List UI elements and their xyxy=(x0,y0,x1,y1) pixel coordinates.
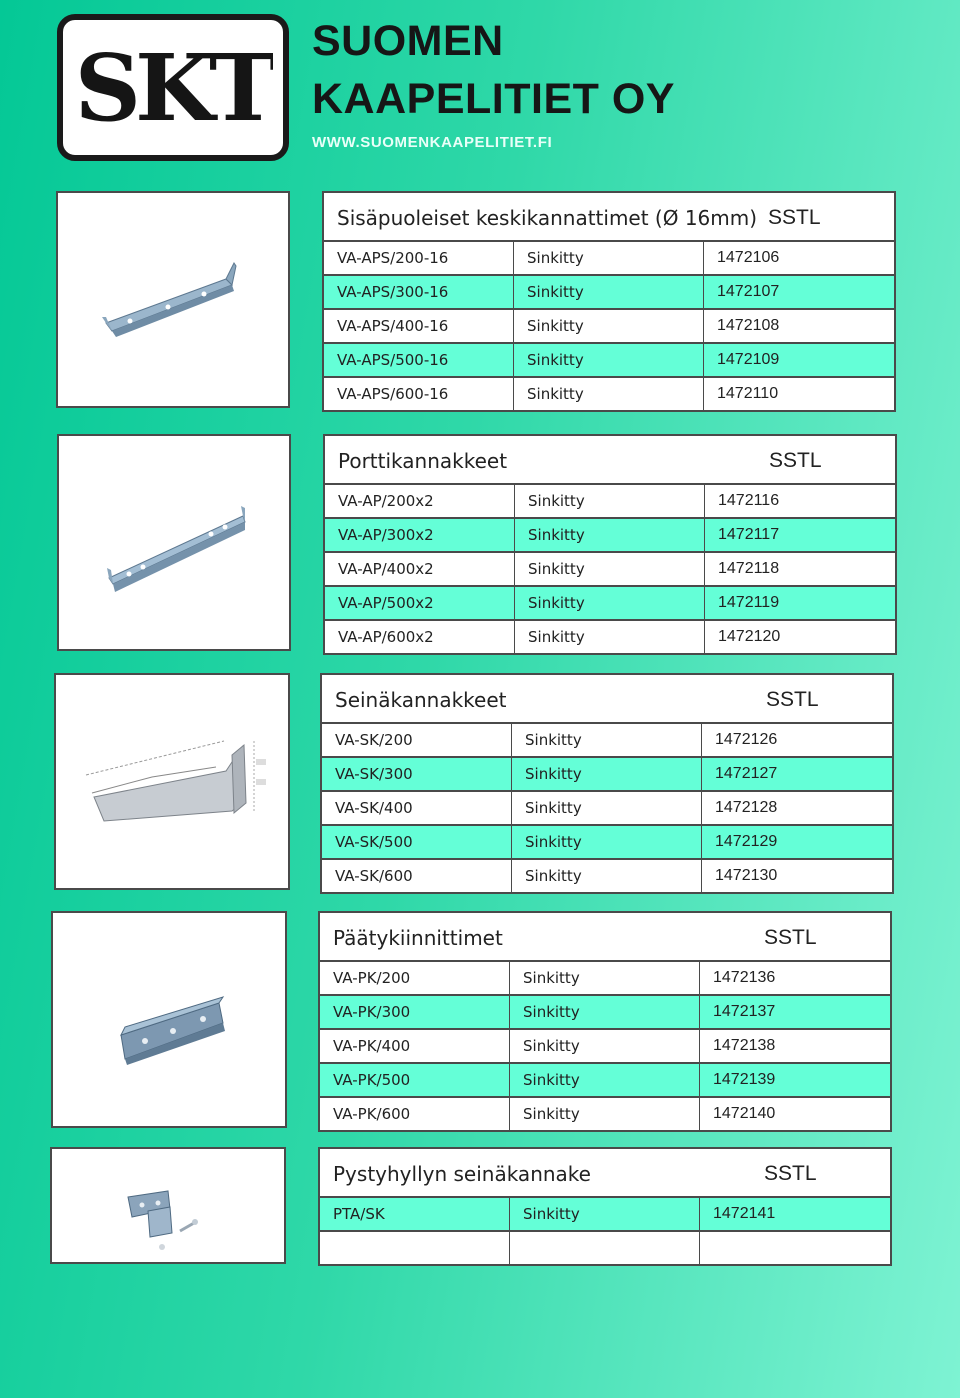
sstl-number: 1472127 xyxy=(715,765,778,782)
product-finish: Sinkitty xyxy=(515,485,705,517)
sstl-label: SSTL xyxy=(764,1162,817,1185)
product-code: VA-APS/300-16 xyxy=(324,276,514,308)
table-row xyxy=(323,553,897,587)
product-code: VA-SK/200 xyxy=(322,724,512,756)
sstl-number: 1472138 xyxy=(713,1037,776,1054)
table-header xyxy=(318,1147,892,1198)
product-code: VA-AP/200x2 xyxy=(325,485,515,517)
logo-text: SKT xyxy=(74,38,272,138)
table-row xyxy=(318,1098,892,1132)
table-row xyxy=(322,310,896,344)
sstl-number: 1472141 xyxy=(713,1205,776,1222)
sstl-label: SSTL xyxy=(769,449,822,472)
table-header xyxy=(323,434,897,485)
product-code: VA-SK/400 xyxy=(322,792,512,824)
product-code: VA-AP/600x2 xyxy=(325,621,515,653)
sstl-number xyxy=(700,1232,890,1264)
table-row xyxy=(322,276,896,310)
sstl-number: 1472118 xyxy=(718,560,780,577)
product-code: VA-SK/600 xyxy=(322,860,512,892)
wall-bracket-illustration xyxy=(56,675,288,888)
section-title: Päätykiinnittimet xyxy=(333,926,503,950)
company-header xyxy=(312,16,675,151)
product-finish: Sinkitty xyxy=(515,587,705,619)
table-row xyxy=(318,1232,892,1266)
table-row xyxy=(318,1064,892,1098)
product-finish: Sinkitty xyxy=(514,344,704,376)
product-code: VA-APS/400-16 xyxy=(324,310,514,342)
table-row xyxy=(320,792,894,826)
product-finish: Sinkitty xyxy=(512,724,702,756)
sstl-number: 1472107 xyxy=(717,283,780,300)
product-finish: Sinkitty xyxy=(515,553,705,585)
sstl-label: SSTL xyxy=(766,688,819,711)
website-link[interactable]: WWW.SUOMENKAAPELITIET.FI xyxy=(312,134,553,151)
table-row xyxy=(323,519,897,553)
sstl-number: 1472106 xyxy=(717,249,780,266)
table-header xyxy=(322,191,896,242)
company-name-line2: KAAPELITIET OY xyxy=(312,75,675,123)
wall-mount-image xyxy=(50,1147,286,1264)
table-row xyxy=(322,242,896,276)
skt-logo-mark xyxy=(73,38,273,138)
sstl-number: 1472137 xyxy=(713,1003,776,1020)
product-table-3 xyxy=(320,673,894,894)
table-row xyxy=(318,962,892,996)
table-row xyxy=(318,1198,892,1232)
product-code: VA-APS/600-16 xyxy=(324,378,514,410)
table-header xyxy=(318,911,892,962)
product-table-1 xyxy=(322,191,896,412)
skt-logo xyxy=(57,14,289,161)
product-table-4 xyxy=(318,911,892,1132)
sstl-number: 1472130 xyxy=(715,867,778,884)
product-code: VA-APS/200-16 xyxy=(324,242,514,274)
end-fastener-illustration xyxy=(53,913,285,1126)
product-finish: Sinkitty xyxy=(512,860,702,892)
product-finish: Sinkitty xyxy=(514,378,704,410)
product-code: VA-PK/300 xyxy=(320,996,510,1028)
sstl-number: 1472139 xyxy=(713,1071,776,1088)
table-row xyxy=(318,996,892,1030)
product-table-2 xyxy=(323,434,897,655)
section-title: Seinäkannakkeet xyxy=(335,688,507,712)
channel-bracket-illustration xyxy=(59,436,289,649)
bracket-image xyxy=(56,191,290,408)
product-finish: Sinkitty xyxy=(510,1064,700,1096)
table-row xyxy=(323,621,897,655)
product-finish: Sinkitty xyxy=(510,996,700,1028)
product-code: VA-AP/300x2 xyxy=(325,519,515,551)
product-table-5 xyxy=(318,1147,892,1266)
company-name-line1: SUOMEN xyxy=(312,17,504,65)
table-row xyxy=(320,724,894,758)
product-code: VA-PK/600 xyxy=(320,1098,510,1130)
product-finish: Sinkitty xyxy=(510,1198,700,1230)
product-code: VA-PK/500 xyxy=(320,1064,510,1096)
product-code: VA-PK/200 xyxy=(320,962,510,994)
sstl-number: 1472126 xyxy=(715,731,778,748)
section-title: Pystyhyllyn seinäkannake xyxy=(333,1162,591,1186)
section-title: Porttikannakkeet xyxy=(338,449,508,473)
sstl-number: 1472136 xyxy=(713,969,776,986)
table-row xyxy=(320,860,894,894)
product-code: VA-AP/400x2 xyxy=(325,553,515,585)
table-row xyxy=(318,1030,892,1064)
table-row xyxy=(320,826,894,860)
wall-bracket-drawing xyxy=(54,673,290,890)
sstl-label: SSTL xyxy=(768,206,821,229)
product-finish: Sinkitty xyxy=(515,621,705,653)
sstl-label: SSTL xyxy=(764,926,817,949)
product-finish: Sinkitty xyxy=(512,826,702,858)
product-code xyxy=(320,1232,510,1264)
table-row xyxy=(323,587,897,621)
product-code: VA-SK/300 xyxy=(322,758,512,790)
product-finish: Sinkitty xyxy=(514,310,704,342)
table-row xyxy=(320,758,894,792)
product-finish: Sinkitty xyxy=(512,792,702,824)
product-finish: Sinkitty xyxy=(510,962,700,994)
sstl-number: 1472128 xyxy=(715,799,778,816)
product-finish: Sinkitty xyxy=(515,519,705,551)
sstl-number: 1472108 xyxy=(717,317,780,334)
table-row xyxy=(323,485,897,519)
bracket-illustration xyxy=(58,193,288,406)
section-title: Sisäpuoleiset keskikannattimet (Ø 16mm) xyxy=(337,206,758,230)
sstl-number: 1472120 xyxy=(718,628,781,645)
product-finish: Sinkitty xyxy=(510,1098,700,1130)
table-row xyxy=(322,378,896,412)
sstl-number: 1472129 xyxy=(715,833,778,850)
sstl-number: 1472116 xyxy=(718,492,780,509)
wall-mount-illustration xyxy=(52,1149,284,1262)
channel-bracket-image xyxy=(57,434,291,651)
sstl-number: 1472119 xyxy=(718,594,780,611)
end-fastener-image xyxy=(51,911,287,1128)
sstl-number: 1472140 xyxy=(713,1105,776,1122)
sstl-number: 1472117 xyxy=(718,526,780,543)
product-finish xyxy=(510,1232,700,1264)
product-finish: Sinkitty xyxy=(512,758,702,790)
product-finish: Sinkitty xyxy=(514,242,704,274)
product-finish: Sinkitty xyxy=(514,276,704,308)
product-finish: Sinkitty xyxy=(510,1030,700,1062)
product-code: VA-PK/400 xyxy=(320,1030,510,1062)
product-code: VA-APS/500-16 xyxy=(324,344,514,376)
sstl-number: 1472110 xyxy=(717,385,779,402)
table-row xyxy=(322,344,896,378)
product-code: PTA/SK xyxy=(320,1198,510,1230)
table-header xyxy=(320,673,894,724)
product-code: VA-SK/500 xyxy=(322,826,512,858)
sstl-number: 1472109 xyxy=(717,351,780,368)
product-code: VA-AP/500x2 xyxy=(325,587,515,619)
